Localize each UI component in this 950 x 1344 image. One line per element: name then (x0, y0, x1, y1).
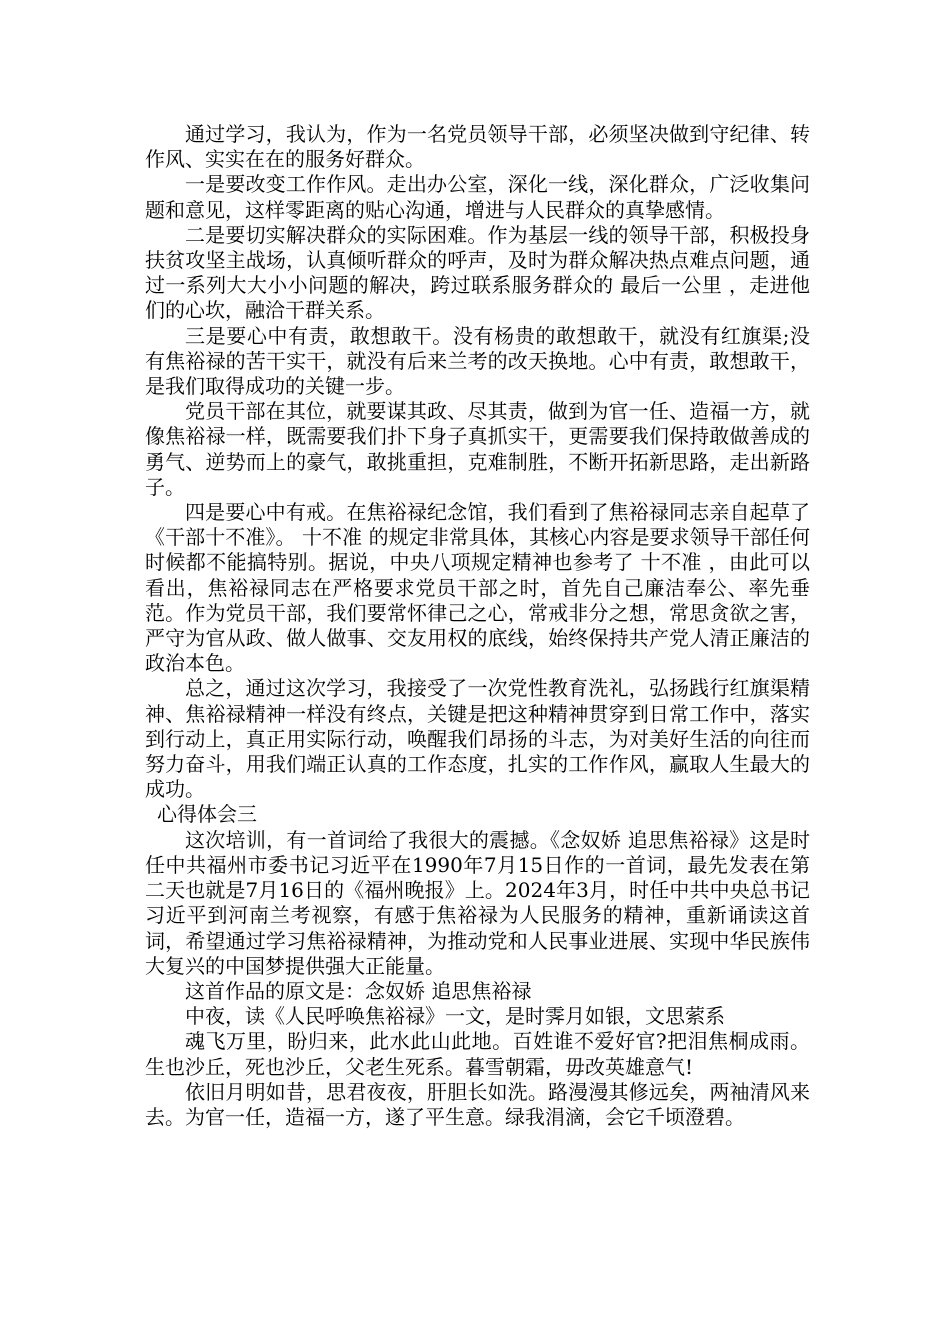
paragraph-point-two: 二是要切实解决群众的实际困难。作为基层一线的领导干部，积极投身扶贫攻坚主战场，认真倾听群众的呼声，及时为群众解决热点难点问题，通过一系列大大小小问题的解决，跨过联系服务群众的 最后一公里 ，走进他们的心坎，融洽干群关系。 (145, 222, 810, 323)
paragraph-training: 这次培训，有一首词给了我很大的震撼。《念奴娇 追思焦裕禄》这是时任中共福州市委书记习近平在1990年7月15日作的一首词，最先发表在第二天也就是7月16日的《福州晚报》上。2024年3月，时任中共中央总书记习近平到河南兰考视察，有感于焦裕禄为人民服务的精神，重新诵读这首词，希望通过学习焦裕禄精神，为推动党和人民事业进展、实现中华民族伟大复兴的中国梦提供强大正能量。 (145, 827, 810, 978)
paragraph-poem-preface: 中夜，读《人民呼唤焦裕禄》一文，是时霁月如银，文思萦系 (185, 1004, 725, 1029)
paragraph-cadre-duty: 党员干部在其位，就要谋其政、尽其责，做到为官一任、造福一方，就像焦裕禄一样，既需要我们扑下身子真抓实干，更需要我们保持敢做善成的勇气、逆势而上的豪气，敢挑重担，克难制胜，不断开拓新思路，走出新路子。 (145, 399, 810, 499)
paragraph-point-three: 三是要心中有责，敢想敢干。没有杨贵的敢想敢干，就没有红旗渠;没有焦裕禄的苦干实干，就没有后来兰考的改天换地。心中有责，敢想敢干，是我们取得成功的关键一步。 (145, 323, 810, 399)
document-page (145, 122, 810, 1130)
paragraph-point-one: 一是要改变工作作风。走出办公室，深化一线，深化群众，广泛收集问题和意见，这样零距离的贴心沟通，增进与人民群众的真挚感情。 (145, 172, 810, 222)
paragraph-poem-title: 这首作品的原文是：念奴娇 追思焦裕禄 (185, 978, 532, 1003)
paragraph-conclusion: 总之，通过这次学习，我接受了一次党性教育洗礼，弘扬践行红旗渠精神、焦裕禄精神一样没有终点，关键是把这种精神贯穿到日常工作中，落实到行动上，真正用实际行动，唤醒我们昂扬的斗志，为对美好生活的向往而努力奋斗，用我们端正认真的工作态度，扎实的工作作风，赢取人生最大的成功。 (145, 676, 810, 802)
paragraph-poem-stanza-one: 魂飞万里，盼归来，此水此山此地。百姓谁不爱好官?把泪焦桐成雨。生也沙丘，死也沙丘，父老生死系。暮雪朝霜，毋改英雄意气! (145, 1029, 810, 1079)
paragraph-poem-stanza-two: 依旧月明如昔，思君夜夜，肝胆长如洗。路漫漫其修远矣，两袖清风来去。为官一任，造福一方，遂了平生意。绿我涓滴，会它千顷澄碧。 (145, 1079, 810, 1129)
paragraph-point-four: 四是要心中有戒。在焦裕禄纪念馆，我们看到了焦裕禄同志亲自起草了《干部十不准》。 十不准 的规定非常具体，其核心内容是要求领导干部任何时候都不能搞特别。据说，中央八项规定精神也参考了 十不准 ，由此可以看出，焦裕禄同志在严格要求党员干部之时，首先自己廉洁奉公、率先垂范。作为党员干部，我们要常怀律己之心，常戒非分之想，常思贪欲之害，严守为官从政、做人做事、交友用权的底线，始终保持共产党人清正廉洁的政治本色。 (145, 500, 810, 676)
paragraph-intro: 通过学习，我认为，作为一名党员领导干部，必须坚决做到守纪律、转作风、实实在在的服务好群众。 (145, 122, 810, 172)
section-heading: 心得体会三 (157, 802, 257, 827)
